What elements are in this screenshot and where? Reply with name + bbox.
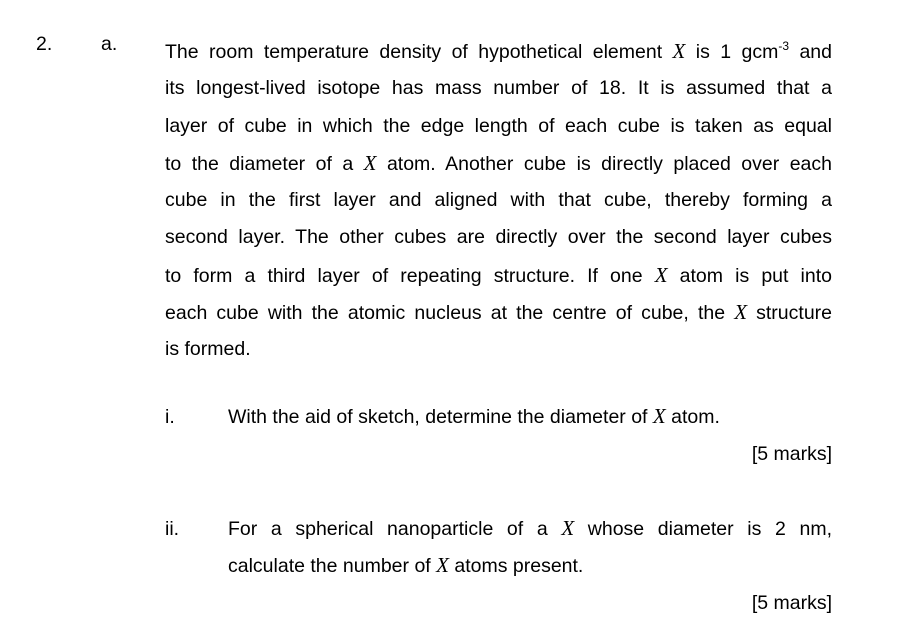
marks-i: [5 marks]: [751, 443, 832, 465]
intro-line: its longest-lived isotope has mass number of 18. It is assumed that a: [165, 77, 832, 100]
variable-x: X: [734, 300, 748, 325]
intro-line: to form a third layer of repeating structure. If one X atom is put into: [165, 262, 832, 287]
intro-line: layer of cube in which the edge length of each cube is taken as equal: [165, 114, 832, 137]
variable-x: X: [672, 39, 686, 63]
exponent: -3: [778, 39, 790, 53]
intro-line: is formed.: [165, 338, 251, 361]
question-intro: [165, 33, 832, 369]
intro-line: cube in the first layer and aligned with that cube, thereby forming a: [165, 189, 832, 212]
intro-line: each cube with the atomic nucleus at the centre of cube, the X structure: [165, 300, 833, 325]
marks-ii: [5 marks]: [751, 592, 832, 614]
variable-x: X: [654, 262, 668, 287]
variable-x: X: [436, 553, 449, 578]
intro-line: second layer. The other cubes are directly over the second layer cubes: [165, 226, 832, 249]
variable-x: X: [363, 150, 377, 175]
variable-x: X: [561, 516, 575, 540]
intro-line: The room temperature density of hypothetical element X is 1 gcm$^{-3}$ and: [165, 39, 832, 63]
subpart-line: For a spherical nanoparticle of a X whose diameter is 2 nm,: [228, 516, 832, 540]
subpart-label-i: i.: [165, 406, 175, 428]
subpart-i-text: [228, 398, 832, 435]
part-label: a.: [101, 33, 118, 55]
subpart-line: calculate the number of X atoms present.: [228, 553, 584, 578]
question-number: 2.: [36, 33, 53, 55]
intro-line: to the diameter of a X atom. Another cube is directly placed over each: [165, 150, 832, 175]
variable-x: X: [652, 404, 666, 428]
subpart-label-ii: ii.: [165, 518, 180, 540]
subpart-line: With the aid of sketch, determine the diameter of X atom.: [228, 404, 720, 428]
subpart-ii-text: [228, 510, 832, 585]
